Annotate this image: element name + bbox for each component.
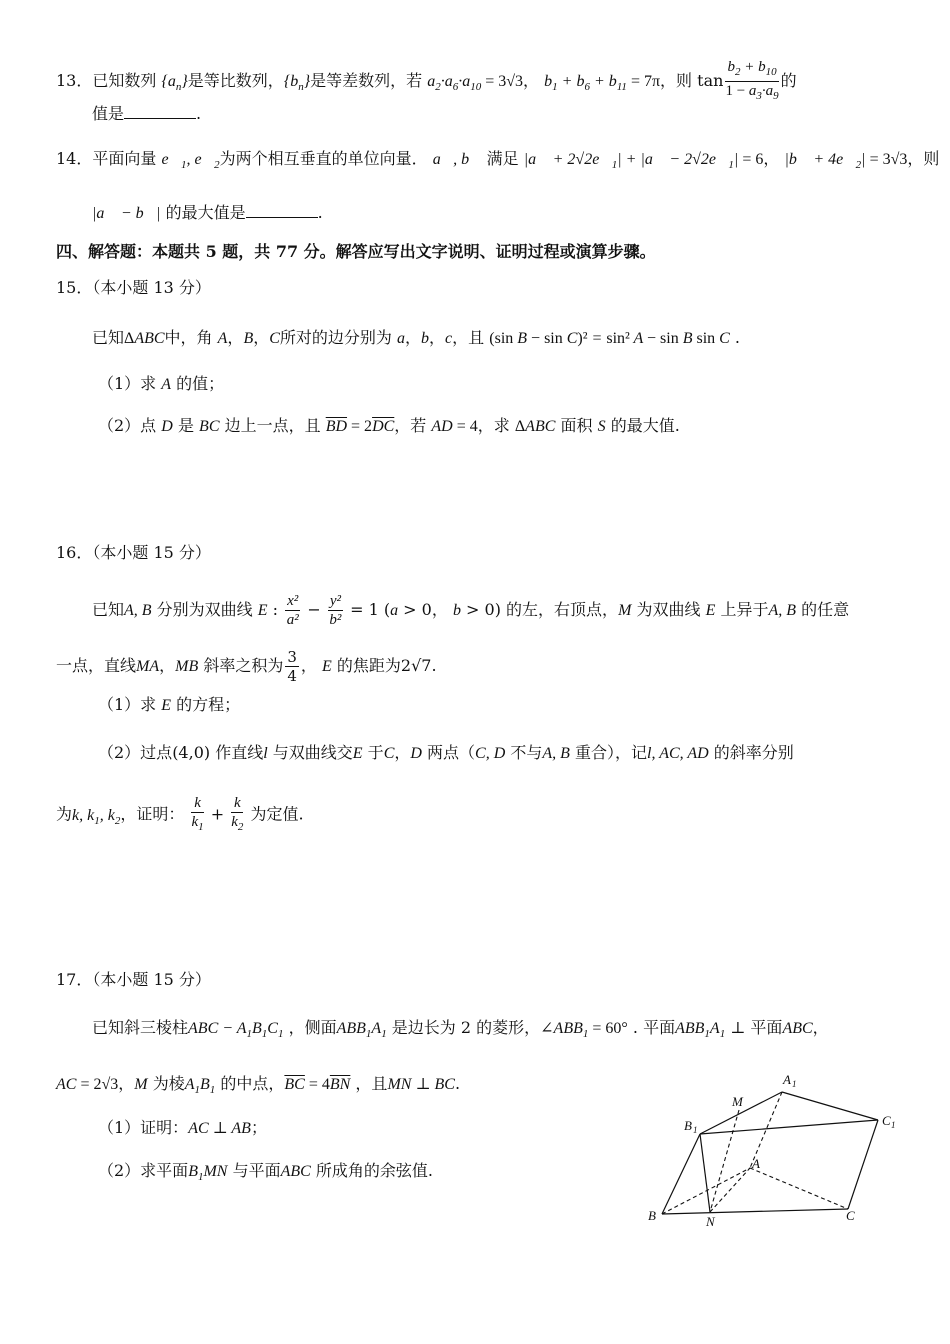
q16-part1: （1）求 E 的方程； <box>98 695 241 714</box>
edge-c1-c <box>848 1120 878 1209</box>
q15-title: 15．（本小题 13 分） <box>56 278 211 297</box>
label-c: C <box>846 1208 855 1223</box>
prism-figure <box>640 1062 910 1237</box>
q17-part1: （1）证明：AC ⊥ AB； <box>98 1118 267 1137</box>
q16-part2a: （2）过点(4,0) 作直线l 与双曲线交E 于C，D 两点（C, D 不与A, B 重合），记l, AC, AD 的斜率分别 <box>98 743 794 762</box>
q15-stem: 已知ΔABC中，角 A，B，C所对的边分别为 a，b，c，且 (sin B − sin C)² = sin² A − sin B sin C . <box>92 328 741 347</box>
svg-text:1: 1 <box>891 1120 896 1130</box>
edge-b-a <box>662 1168 750 1214</box>
q16-stem1: 已知A, B 分别为双曲线 E : $\frac{\text{x²}}{\text{a²}}$ − $\frac{\text{y²}}{\text{b²}}$ = 1 (a > 0， b > 0) 的左，右顶点，M 为双曲线 E 上异于A, B 的任意 <box>92 593 850 628</box>
label-c1: C <box>882 1113 891 1128</box>
q17-stem2: AC = 2√3，M 为棱$A_1B_1$ 的中点，$\overline{BC} = 4\overline{BN}$ ，且MN ⊥ BC. <box>56 1074 461 1097</box>
edge-b-c <box>662 1209 848 1214</box>
label-n: N <box>706 1214 715 1229</box>
label-a1: A <box>783 1072 791 1087</box>
q17-title: 17．（本小题 15 分） <box>56 970 211 989</box>
q16-title: 16．（本小题 15 分） <box>56 543 211 562</box>
edge-a1-c1 <box>782 1092 878 1120</box>
section-header: 四、解答题：本题共 5 题，共 77 分。解答应写出文字说明、证明过程或演算步骤。 <box>56 242 656 261</box>
svg-text:1: 1 <box>792 1079 797 1089</box>
label-b: B <box>648 1208 656 1223</box>
q17-stem1: 已知斜三棱柱ABC − $A_1B_1C_1$ ，侧面$ABB_1A_1$ 是边长为 2 的菱形，$\angle ABB_1 = 60^\circ$ . 平面$ABB_1A_1$ ⊥ 平面ABC， <box>92 1018 829 1041</box>
q17-part2: （2）求平面$B_1MN$ 与平面ABC 所成角的余弦值. <box>98 1161 433 1184</box>
label-m: M <box>732 1094 743 1109</box>
q15-part1: （1）求 A 的值； <box>98 374 225 393</box>
q14-line1: 14．平面向量 $e⃗_1$, $e⃗_2$为两个相互垂直的单位向量． a⃗, b⃗ 满足 |a⃗ + $2√2e⃗_1|$ + |a⃗ − $2√2e⃗_1| = 6$， |b⃗ + $4e⃗_2| = 3√3$，则 <box>56 149 940 172</box>
edge-b1-b <box>662 1134 700 1214</box>
answer-blank <box>246 203 318 218</box>
answer-blank <box>124 104 196 119</box>
svg-text:1: 1 <box>693 1125 698 1135</box>
edge-a-c <box>750 1168 848 1209</box>
edge-n-a <box>710 1168 750 1212</box>
q16-part2b: 为k, $k_1$, $k_2$，证明： $\frac{k}{k_1}$ + $\frac{k}{k_2}$ 为定值. <box>56 795 304 833</box>
label-a: A <box>752 1156 760 1171</box>
q15-part2: （2）点 D 是 BC 边上一点，且 $\overline{BD} = 2\overline{DC}$，若 AD = 4，求 ΔABC 面积 S 的最大值. <box>98 416 680 435</box>
q13-line1: 13．已知数列 $\{a_n\}$是等比数列，$\{b_n\}$是等差数列，若 $a_2\cdot a_6\cdot a_{10} = 3√3$， $b_1 + b_6 + b_{11} = 7\pi$，则 tan $\frac{b_2 + b_{10}}{1 - a_3\cdot a_9}$ 的 <box>56 59 797 102</box>
label-b1: B <box>684 1118 692 1133</box>
q14-line2: |a⃗ − b⃗| 的最大值是 . <box>92 203 323 222</box>
q16-stem2: 一点，直线MA，MB 斜率之积为 $\frac{3}{4}$ ， E 的焦距为2√7. <box>56 648 437 685</box>
edge-b1-n <box>700 1134 710 1212</box>
q13-line2: 值是 . <box>92 104 202 123</box>
edge-b1-c1 <box>700 1120 878 1134</box>
